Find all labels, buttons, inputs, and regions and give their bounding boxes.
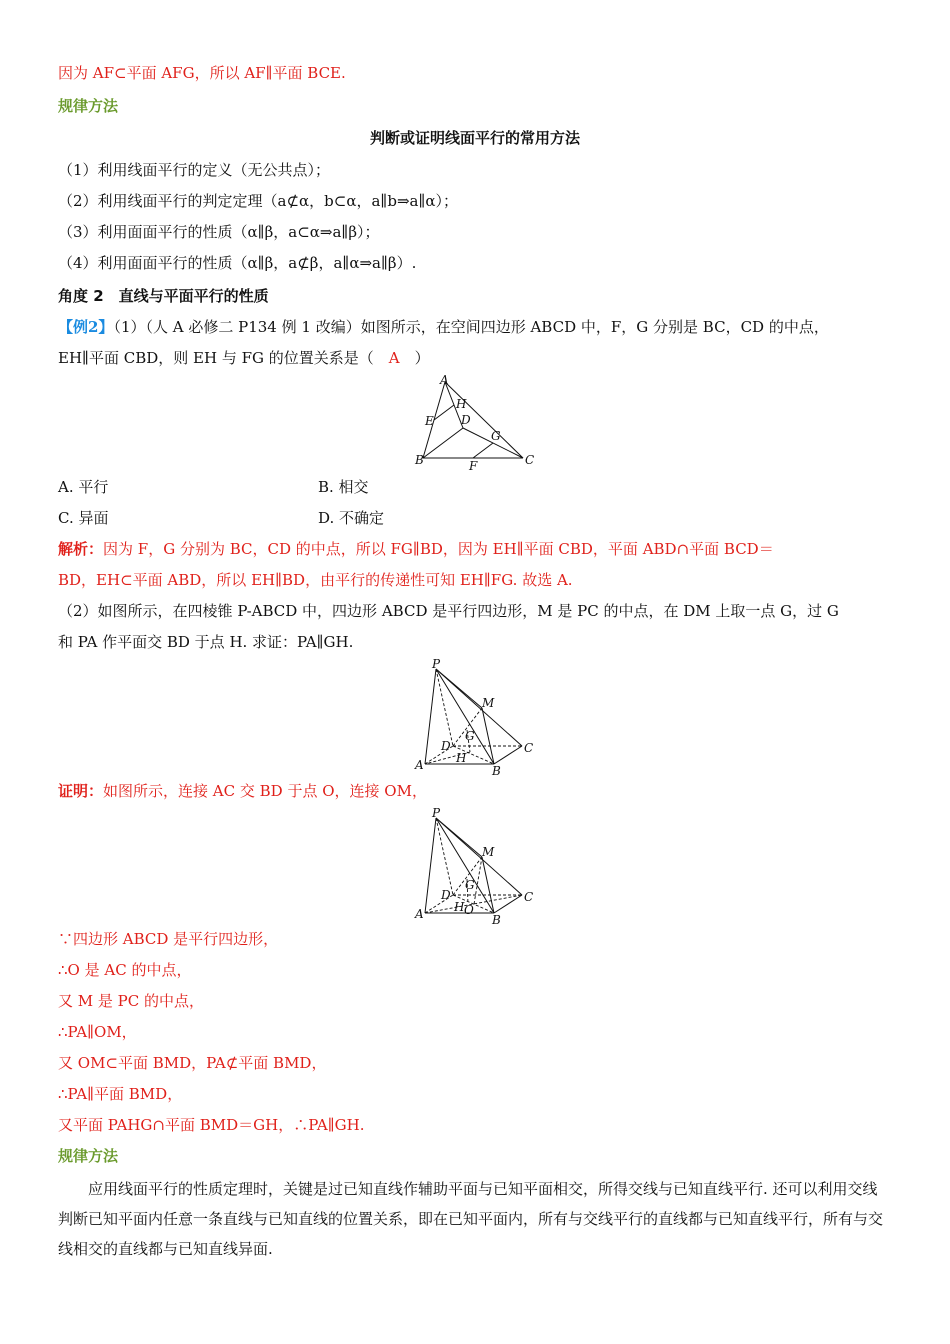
segment-eh [434, 405, 454, 420]
analysis-line-1: 解析：因为 F，G 分别为 BC，CD 的中点，所以 FG∥BD，因为 EH∥平面 CBD，平面 ABD∩平面 BCD＝ [58, 540, 774, 558]
method-paragraph: 应用线面平行的性质定理时，关键是过已知直线作辅助平面与已知平面相交，所得交线与已知直线平行. 还可以利用交线判断已知平面内任意一条直线与已知直线的位置关系，即在已知平面内，所有与交线平行的直线都与已知直线平行，所有与交线相交的直线都与已知直线异面. [58, 1180, 884, 1258]
proof-step-7: 又平面 PAHG∩平面 BMD＝GH，∴PA∥GH. [58, 1116, 365, 1134]
svg-text:D: D [441, 739, 451, 753]
analysis-label: 解析： [58, 540, 104, 558]
label-f: F [469, 459, 478, 473]
method-heading-2: 规律方法 [58, 1147, 119, 1165]
svg-text:M: M [482, 845, 495, 859]
method-item-2: （2）利用线面平行的判定定理（a⊄α，b⊂α，a∥b⇒a∥α）； [58, 192, 459, 210]
example-2-question-1: 【例2】（1）（人 A 必修二 P134 例 1 改编）如图所示，在空间四边形 ABCD 中，F，G 分别是 BC，CD 的中点， [58, 318, 829, 336]
proof-step-3: 又 M 是 PC 的中点， [58, 992, 205, 1010]
svg-text:C: C [524, 890, 534, 904]
figure-pyramid [410, 656, 545, 778]
method-item-4: （4）利用面面平行的性质（α∥β，a⊄β，a∥α⇒a∥β）. [58, 254, 417, 272]
svg-text:D: D [441, 888, 451, 902]
label-h: H [456, 397, 467, 411]
label-g: G [491, 429, 501, 443]
label-b: B [415, 453, 424, 467]
svg-text:B: B [492, 764, 501, 778]
proof-step-1: ∵四边形 ABCD 是平行四边形， [58, 930, 279, 948]
example-2-question-2-cont: 和 PA 作平面交 BD 于点 H. 求证：PA∥GH. [58, 633, 354, 651]
svg-text:B: B [492, 913, 501, 927]
proof-step-5: 又 OM⊂平面 BMD，PA⊄平面 BMD， [58, 1054, 327, 1072]
proof-intro: 证明：如图所示，连接 AC 交 BD 于点 O，连接 OM， [58, 782, 427, 800]
analysis-line-2: BD，EH⊂平面 ABD，所以 EH∥BD，由平行的传递性可知 EH∥FG. 故选 A. [58, 571, 573, 589]
segment-fg [473, 443, 493, 458]
option-d: D. 不确定 [318, 509, 385, 527]
svg-text:H: H [454, 900, 465, 914]
option-c: C. 异面 [58, 509, 109, 527]
method-item-3: （3）利用面面平行的性质（α∥β，a⊂α⇒a∥β）； [58, 223, 380, 241]
continuation-line: 因为 AF⊂平面 AFG，所以 AF∥平面 BCE. [58, 64, 346, 82]
svg-text:G: G [465, 729, 475, 743]
svg-text:O: O [464, 903, 474, 917]
method-heading-1: 规律方法 [58, 97, 119, 115]
angle-2-title: 角度 2 直线与平面平行的性质 [58, 287, 269, 305]
svg-text:A: A [415, 907, 424, 921]
edge-ac [445, 382, 523, 458]
label-e: E [425, 414, 434, 428]
proof-step-6: ∴PA∥平面 BMD， [58, 1085, 183, 1103]
label-c: C [525, 453, 535, 467]
example-tag: 【例2】 [58, 318, 114, 336]
proof-step-4: ∴PA∥OM， [58, 1023, 137, 1041]
option-b: B. 相交 [318, 478, 369, 496]
svg-text:P: P [432, 657, 441, 671]
method-title: 判断或证明线面平行的常用方法 [369, 129, 580, 147]
example-2-question-1-cont: EH∥平面 CBD，则 EH 与 FG 的位置关系是（ A ） [58, 349, 430, 367]
svg-text:H: H [456, 751, 467, 765]
answer: A [388, 349, 400, 367]
label-d: D [461, 413, 471, 427]
label-a: A [440, 373, 449, 387]
method-item-1: （1）利用线面平行的定义（无公共点）； [58, 161, 331, 179]
figure-pyramid-with-o [410, 805, 545, 927]
svg-text:M: M [482, 696, 495, 710]
proof-step-2: ∴O 是 AC 的中点， [58, 961, 192, 979]
figure-spatial-quadrilateral [405, 372, 555, 477]
proof-label: 证明： [58, 782, 104, 800]
edge-bd [423, 428, 463, 458]
svg-text:G: G [465, 878, 475, 892]
example-2-question-2: （2）如图所示，在四棱锥 P-ABCD 中，四边形 ABCD 是平行四边形，M 是 PC 的中点，在 DM 上取一点 G，过 G [58, 602, 839, 620]
svg-text:A: A [415, 758, 424, 772]
svg-text:P: P [432, 806, 441, 820]
option-a: A. 平行 [58, 478, 109, 496]
svg-text:C: C [524, 741, 534, 755]
